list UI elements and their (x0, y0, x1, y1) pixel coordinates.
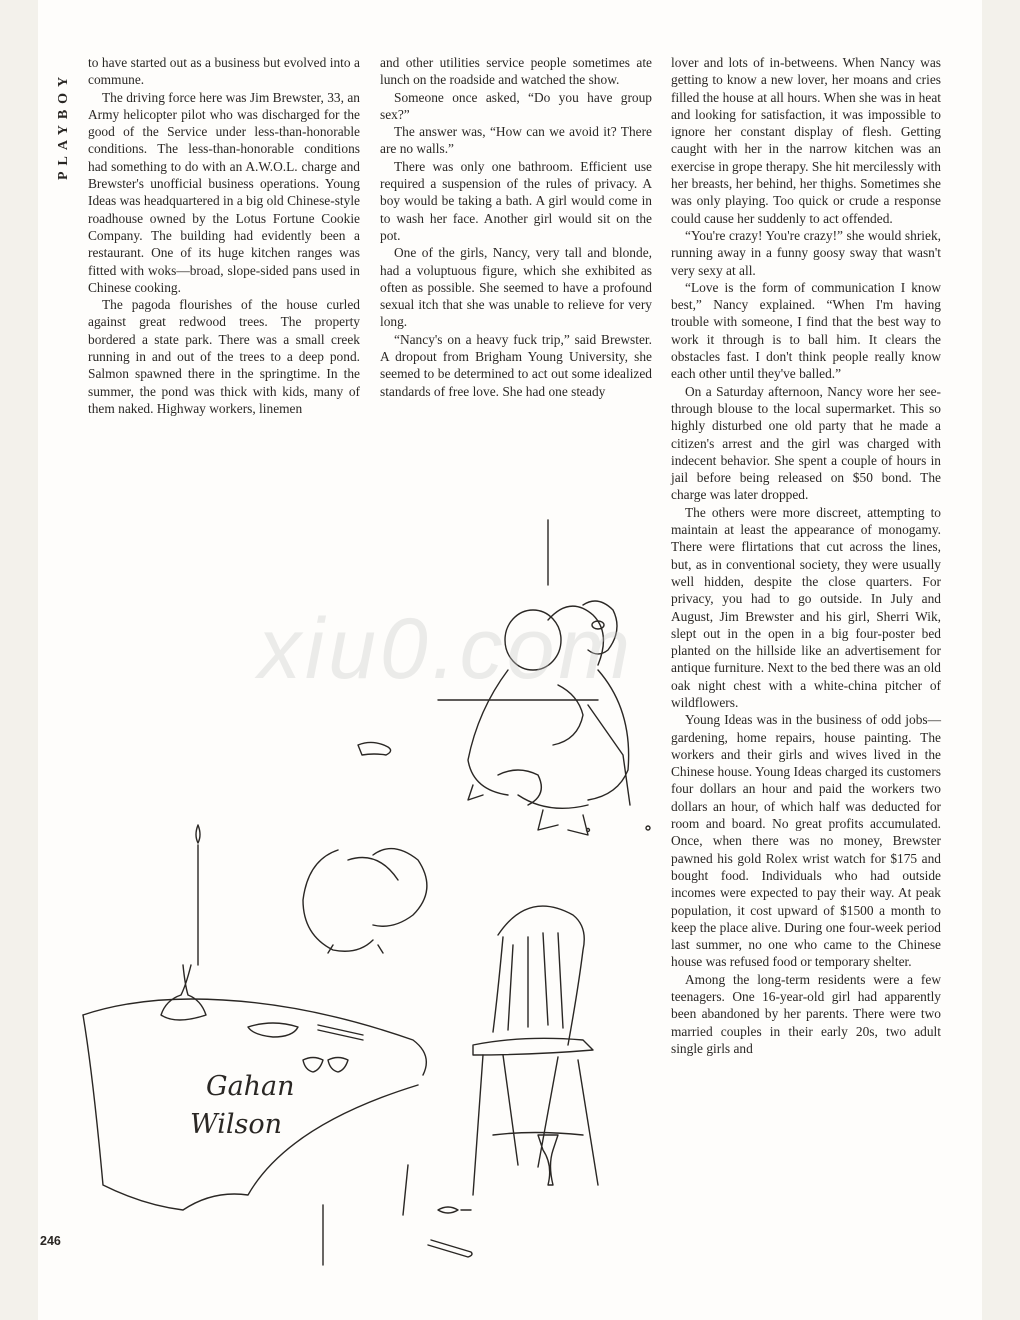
paragraph: There was only one bathroom. Efficient use required a suspension of the rules of privacy. A boy would be taking a bath. A girl would come in to wash her face. Another girl would sit on the pot. (380, 158, 652, 243)
masthead-vertical: PLAYBOY (56, 70, 71, 180)
bentwood-chair (473, 906, 598, 1195)
floor-dot (646, 826, 650, 830)
floor-dot (587, 829, 590, 832)
candle-flame (196, 825, 200, 843)
glove-on-floor (358, 742, 391, 755)
paragraph: and other utilities service people sometimes ate lunch on the roadside and watched the show. (380, 55, 652, 88)
paragraph: Young Ideas was in the business of odd jobs—gardening, home repairs, house painting. The workers and their girls and wives lived in the Chinese house. Young Ideas charged its customers four dollars an hour and paid the workers two dollars an hour, of which half was deducted for room and board. No great profits accumulated. Once, when there was no money, Brewster pawned his gold Rolex wrist watch for $175 and bought food. Individuals who had outside incomes were expected to pay their way. At peak population, it cost upward of $1500 a month to keep the place alive. During one four-week period last summer, no one who came to the Chinese house was refused food or temporary shelter. (671, 712, 941, 970)
fork (318, 1025, 363, 1040)
article-column-1 (88, 54, 360, 417)
watermark: xiu0.com (258, 601, 635, 697)
embracing-couple-figure (468, 601, 629, 835)
magazine-page (38, 0, 982, 1320)
cartoon-illustration (78, 505, 658, 1285)
candlestick (161, 965, 206, 1020)
key-on-floor (438, 1207, 471, 1213)
article-column-3 (671, 54, 941, 1057)
plate (248, 1023, 298, 1037)
table-top (83, 999, 426, 1075)
paragraph: The driving force here was Jim Brewster, 33, an Army helicopter pilot who was discharged for the good of the Service under less-than-honorable conditions. The less-than-honorable conditions had something to do with an A.W.O.L. charge and Brewster's unofficial business operations. Young Ideas was headquartered in a big old Chinese-style roadhouse owned by the Lotus Fortune Cookie Company. The building had evidently been a restaurant. One of its huge kitchen ranges was fitted with woks—broad, slope-sided pans used in Chinese cooking. (88, 89, 360, 295)
artist-signature-line2: Wilson (190, 1109, 283, 1140)
table-leg (323, 1165, 408, 1265)
crumpled-garment (303, 849, 427, 953)
page-number: 246 (40, 1234, 61, 1248)
paragraph: Among the long-term residents were a few teenagers. One 16-year-old girl had apparently been abandoned by her parents. There were two married couples in their early 20s, two adult single girls and (671, 971, 941, 1056)
paragraph: “You're crazy! You're crazy!” she would shriek, running away in a funny goosy sway that wasn't very sexy at all. (671, 227, 941, 278)
paragraph: Someone once asked, “Do you have group sex?” (380, 89, 652, 122)
paragraph: The pagoda flourishes of the house curled against great redwood trees. The property bordered a state park. There was a small creek running in and out of the trees to a deep pond. Salmon spawned there in the springtime. In the summer, the pond was thick with kids, many of them naked. Highway workers, linemen (88, 297, 360, 416)
knife-on-floor (428, 1240, 472, 1257)
artist-signature-line1: Gahan (206, 1071, 295, 1102)
overturned-glass (538, 1135, 558, 1185)
paragraph: One of the girls, Nancy, very tall and blonde, had a voluptuous figure, which she exhibited as often as possible. She seemed to have a profound sexual itch that she was unable to relieve for very long. (380, 245, 652, 330)
paragraph: to have started out as a business but evolved into a commune. (88, 55, 360, 88)
paragraph: On a Saturday afternoon, Nancy wore her see-through blouse to the local supermarket. This so highly disturbed one old party that he made a citizen's arrest and the girl was charged with indecent behavior. She spent a couple of hours in jail before being released on $50 bond. The charge was later dropped. (671, 383, 941, 503)
paragraph: “Nancy's on a heavy fuck trip,” said Brewster. A dropout from Brigham Young University, she seemed to be determined to act out some idealized standards of free love. She had one steady (380, 331, 652, 399)
cups (303, 1058, 348, 1073)
table-with-cloth (83, 825, 426, 1265)
paragraph: lover and lots of in-betweens. When Nancy was getting to know a new lover, her moans and cries filled the house at all hours. When she was in heat and looking for satisfaction, it was impossible to ignore her constant display of flesh. Getting caught with her in the narrow kitchen was an exercise in grope therapy. She hit mercilessly with her breasts, her behind, her thighs. Sometimes she was only playing. Too quick or crude a response could cause her suddenly to act offended. (671, 55, 941, 226)
article-column-2 (380, 54, 652, 400)
paragraph: The others were more discreet, attempting to maintain at least the appearance of monogamy. There were flirtations that cut across the lines, but, as in conventional society, they were usually well hidden, despite the close quarters. For privacy, you had to go outside. In July and August, Jim Brewster and his girl, Sherri Wik, slept out in the open in a big four-poster bed planted on the hillside like an advertisement for antique furniture. Next to the bed there was an old oak night chest with a white-china pitcher of wildflowers. (671, 504, 941, 710)
cartoon-drawing (78, 505, 658, 1285)
paragraph: “Love is the form of communication I know best,” Nancy explained. “When I'm having trouble with someone, I find that the best way to work it through is to ball him. It clears the obstacles fast. I don't think people really know each other until they've balled.” (671, 279, 941, 382)
paragraph: The answer was, “How can we avoid it? There are no walls.” (380, 124, 652, 157)
